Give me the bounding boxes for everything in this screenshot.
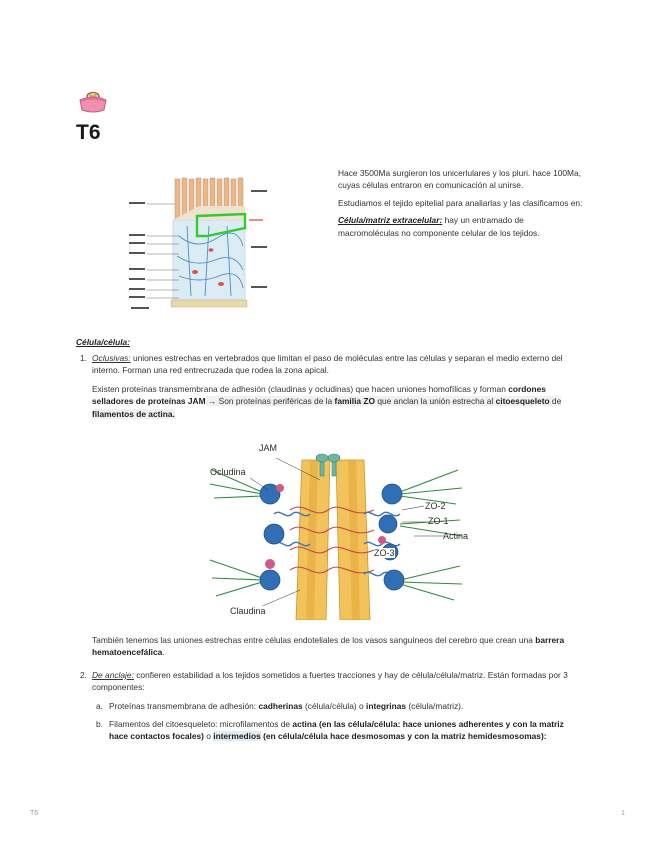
item1-paragraph-2 bbox=[92, 383, 585, 420]
tight-junction-diagram bbox=[204, 440, 468, 620]
label-jam: JAM bbox=[259, 443, 277, 453]
label-zo-2: ZO-2 bbox=[425, 501, 446, 511]
item1-paragraph-3 bbox=[92, 634, 584, 659]
item1-p2-bold-jam: cordones selladores de proteínas JAM bbox=[92, 383, 546, 407]
sub-a-part-1: Proteínas transmembrana de adhesión: bbox=[109, 701, 259, 711]
item1-p2-text-3: de bbox=[549, 396, 562, 407]
sub-b-intermedios: intermedios bbox=[213, 731, 261, 742]
item1-p2-bold-zo: familia ZO bbox=[334, 396, 376, 407]
sub-b-part-6: (en célula/célula hace desmosomas y con la matriz hemidesmosomas): bbox=[260, 731, 547, 742]
item1-p2-text-2: que anclan la unión estrecha al bbox=[375, 396, 496, 407]
footer-left: T6 bbox=[30, 810, 39, 817]
intro-paragraph-1: Hace 3500Ma surgieron los unicerlulares y los pluri. hace 100Ma, cuyas células entraron en comunicación al unirse. bbox=[338, 168, 582, 191]
list-item-oclusivas bbox=[80, 352, 585, 420]
footer-page-number: 1 bbox=[621, 810, 625, 817]
sub-a-cadherinas: cadherinas bbox=[258, 701, 303, 711]
item1-p2-bold-actina: filamentos de actina. bbox=[92, 408, 175, 419]
item1-p3-bold: barrera hematoencefálica bbox=[92, 635, 565, 658]
item2-text: confieren estabilidad a los tejidos sometidos a fuertes tracciones y hay de célula/célula/matriz. Están formadas por 3 componentes: bbox=[92, 670, 568, 693]
label-zo-3: ZO-3 bbox=[374, 548, 395, 558]
sub-a-integrinas: integrinas bbox=[366, 701, 407, 711]
sub-b-part-1: Filamentos del citoesqueleto: microfilamentos de bbox=[109, 719, 293, 729]
list-marker: 1. bbox=[80, 353, 87, 363]
intro-term-definition: hay un entramado de macromoléculas no componente celular de los tejidos. bbox=[338, 215, 540, 238]
item1-p3-end: . bbox=[162, 647, 165, 658]
section-heading: Célula/célula: bbox=[76, 337, 130, 347]
item2-paragraph-1 bbox=[92, 669, 585, 694]
list-marker: 2. bbox=[80, 670, 87, 680]
label-actina: Actina bbox=[443, 531, 469, 541]
intro-term: Célula/matriz extracelular: bbox=[338, 215, 443, 226]
item1-p3-text: También tenemos las uniones estrechas entre células endoteliales de los vasos sanguíneos del cerebro que crean una bbox=[92, 635, 536, 645]
list-marker: b. bbox=[96, 719, 103, 729]
list-item-anclaje bbox=[80, 669, 585, 694]
item1-text: uniones estrechas en vertebrados que limitan el paso de moléculas entre las células y separan el medio externo del interno. Forman una red entrecruzada que rodea la zona apical. bbox=[92, 353, 563, 376]
sub-b-actina: actina bbox=[292, 719, 317, 729]
item1-p2-arrow-text: → Son proteínas periféricas de la bbox=[205, 396, 335, 407]
item1-p2-text: Existen proteínas transmembrana de adhesión (claudinas y ocludinas) que hacen uniones homofílicas y forman bbox=[92, 383, 509, 394]
list-marker: a. bbox=[96, 701, 103, 711]
sub-item-a bbox=[96, 700, 584, 712]
item1-paragraph-1 bbox=[92, 352, 585, 377]
intro-paragraph-2: Estudiamos el tejido epitelial para analiarlas y las clasificamos en: bbox=[338, 197, 583, 208]
label-ocludina: Ocludina bbox=[210, 467, 246, 477]
intro-paragraph-3 bbox=[338, 214, 586, 239]
label-claudina: Claudina bbox=[230, 606, 266, 616]
label-zo-1: ZO-1 bbox=[428, 516, 449, 526]
item1-p2-bold-cito: citoesqueleto bbox=[495, 396, 550, 407]
sub-item-b bbox=[96, 718, 584, 743]
sub-a-text bbox=[109, 700, 584, 712]
sub-b-part-3: (en las célula/célula: hace uniones adherentes y con la matriz hace contactos focales) bbox=[109, 719, 564, 742]
sub-a-part-3: (célula/célula) o bbox=[302, 701, 366, 711]
sub-b-text bbox=[109, 718, 584, 743]
sub-b-part-4: o bbox=[203, 731, 214, 742]
page-title: T6 bbox=[76, 121, 101, 144]
sub-a-part-5: (célula/matriz). bbox=[406, 701, 464, 711]
purse-emoji-icon bbox=[76, 88, 110, 114]
epithelium-diagram bbox=[127, 176, 273, 317]
item2-term: De anclaje: bbox=[92, 670, 134, 680]
item1-term: Oclusivas: bbox=[92, 353, 131, 363]
